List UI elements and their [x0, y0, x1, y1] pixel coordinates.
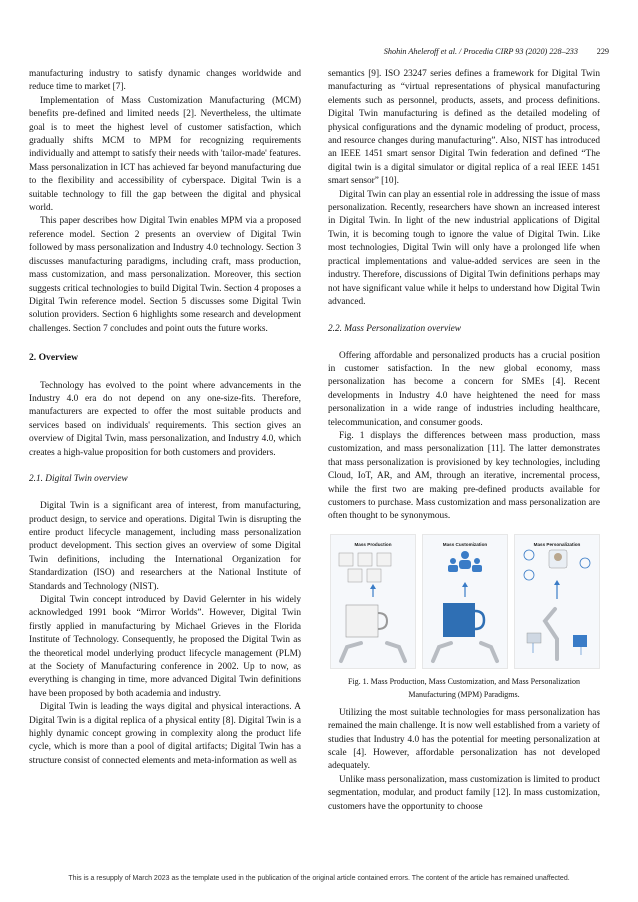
paragraph: manufacturing industry to satisfy dynamic changes worldwide and reduce time to market [7].: [29, 69, 301, 93]
mass-customization-illustration: [423, 535, 507, 668]
caption-line: Manufacturing (MPM) Paradigms.: [408, 689, 520, 699]
resupply-note: This is a resupply of March 2023 as the template used in the publication of the original article contained errors. The content of the article has remained unaffected.: [68, 875, 570, 882]
left-column: [29, 68, 301, 768]
right-column: [328, 68, 600, 814]
figure-caption: [328, 675, 600, 701]
paragraph: Digital Twin is leading the ways digital and physical interactions. A Digital Twin is a digital replica of a physical entity [8]. Digital Twin is a highly dynamic concept growing in complexity along the product life cycle, which is more than a pool of digital artifacts; Digital Twin has a structure consist of connected elements and meta-information as well as: [29, 702, 301, 766]
figure-1: [328, 534, 600, 669]
paragraph: Implementation of Mass Customization Manufacturing (MCM) benefits pre-defined and limited needs [2]. Nevertheless, the ultimate goal is to meet the highest level of customer satisfaction, which gradually shifts MCM to MPM for recognizing requirements individually and attempt to satisfy their needs with 'tailor-made' features. Mass personalization in ICT has achieved far beyond manufacturing due to the flexibility and accessibility of cyberspace. Digital Twin is a suitable technology to fill the gap between the digital and physical world.: [29, 95, 301, 214]
caption-line: Fig. 1. Mass Production, Mass Customization, and Mass Personalization: [348, 676, 580, 686]
panel-title: Mass Production: [354, 541, 392, 547]
paragraph: Offering affordable and personalized products has a crucial position in customer satisfaction. In the new global economy, mass personalization has become a concern for SMEs [4]. Recent developments in Industry 4.0 have heightened the need for mass personalization in a wide range of industries including healthcare, telecommunication, and consumer goods.: [328, 350, 600, 428]
paragraph: Unlike mass personalization, mass customization is limited to product segmentation, modular, and product family [12]. In mass customization, customers have the opportunity to choose: [328, 774, 600, 812]
running-title: [0, 46, 578, 58]
paragraph: Fig. 1 displays the differences between mass production, mass customization, and mass personalization [11]. The latter demonstrates that mass personalization is provisioned by key technologies, including Cloud, IoT, AR, and AM, through an iterative, incremental process, while the first two are making pre-defined products available for customers to purchase. Mass customization and mass personalization are often thought to be synonymous.: [328, 430, 600, 522]
paragraph: Digital Twin concept introduced by David Gelernter in his widely acknowledged 1991 book “Mirror Worlds”. However, Digital Twin firstly applied in manufacturing by Michael Grieves in the Florida Institute of Technology. Consequently, he proposed the Digital Twin as the theoretical model underlying product lifecycle management (PLM) at the Society of Manufacturing conference in 2002. Up to now, as everything is changing in time, more advanced Digital Twin definitions have been proposed by both academia and industry.: [29, 595, 301, 699]
arrow-up-icon: [554, 580, 560, 599]
panel-title: Mass Personalization: [533, 541, 581, 547]
robot-arm-icon: [545, 609, 557, 659]
arrow-up-icon: [370, 584, 376, 597]
paragraph: semantics [9]. ISO 23247 series defines a framework for Digital Twin manufacturing as “virtual representations of physical manufacturing elements such as personnel, products, assets, and process definitions. Digital Twin manufacturing is defined as the detailed modeling of physical configurations and the dynamic modeling of product, process, and resource changes during manufacturing”. Also, NIST has introduced an IEEE 1451 smart sensor Digital Twin federation and defined “The digital twin is a digital simulator or digital replica of a real IEEE 1451 smart sensor” [10].: [328, 69, 600, 187]
laptop-icon: [527, 633, 541, 643]
blue-mug-icon: [443, 603, 475, 637]
robot-arm-icon: [341, 643, 405, 661]
mass-production-illustration: [331, 535, 415, 668]
personal-mug-icon: [573, 635, 587, 647]
subsection-heading-mass-personalization: 2.2. Mass Personalization overview: [328, 323, 461, 334]
panel-mass-personalization: [514, 534, 600, 669]
panel-mass-production: [330, 534, 416, 669]
paragraph: Utilizing the most suitable technologies for mass personalization has remained the main challenge. It is now well established from a variety of studies that Industry 4.0 has the potential for meeting personalization at scale [4]. However, affordable personalization has not developed adequately.: [328, 707, 600, 772]
running-header: [0, 46, 638, 58]
robot-arm-icon: [433, 643, 497, 661]
mug-icon: [346, 605, 378, 637]
paragraph: This paper describes how Digital Twin enables MPM via a proposed reference model. Section 2 presents an overview of Digital Twin followed by mass personalization and Industry 4.0 technology. Section 3 discusses manufacturing paradigms, including craft, mass production, mass customization, and mass personalization. Moreover, this section suggests critical technologies to build Digital Twin. Section 4 proposes a Digital Twin reference model. Section 5 discusses some Digital Twin solution providers. Section 6 highlights some research and development challenges. Section 7 concludes and point outs the future works.: [29, 216, 301, 334]
running-journal: et al. / Procedia CIRP 93 (2020) 228–233: [438, 47, 578, 56]
paragraph: Technology has evolved to the point where advancements in the Industry 4.0 era do not depend on any one-size-fits. Therefore, manufacturers are expected to offer the most suitable products and services based on individuals' requirements. This section gives an overview of Digital Twin, mass personalization, and Industry 4.0, which creates a high-value proposition for both customers and providers.: [29, 380, 301, 458]
subsection-heading-digital-twin: 2.1. Digital Twin overview: [29, 474, 128, 485]
paragraph: Digital Twin can play an essential role in addressing the issue of mass personalization. Recently, researchers have shown an increased interest in Digital Twin. In light of the new industrial applications of Digital Twin, it is becoming tough to ignore the value of Digital Twin. Like most technologies, Digital Twin will only have a prolonged life when practical implementations and value-added services are seen in the industry. Therefore, discussions of Digital Twin definitions perhaps may not have significant value while it helps to understand how Digital Twin advanced.: [328, 189, 600, 307]
panel-mass-customization: [422, 534, 508, 669]
mass-personalization-illustration: [515, 535, 599, 668]
panel-title: Mass Customization: [442, 541, 488, 547]
paragraph: Digital Twin is a significant area of interest, from manufacturing, product design, to service and operations. Digital Twin is disrupting the entire product lifecycle management, including mass personalization product development. This section gives an overview of some Digital Twin definitions, including the International Organization for Standardization (ISO) and researchers at the National Institute of Standards and Technology (NIST).: [29, 501, 301, 592]
arrow-up-icon: [462, 582, 468, 597]
customer-group-icon: [448, 551, 482, 572]
running-author: Shohin Aheleroff: [383, 47, 439, 56]
section-heading-overview: 2. Overview: [29, 352, 79, 364]
white-mug-icon: [339, 553, 391, 582]
page-number: 229: [596, 47, 609, 56]
